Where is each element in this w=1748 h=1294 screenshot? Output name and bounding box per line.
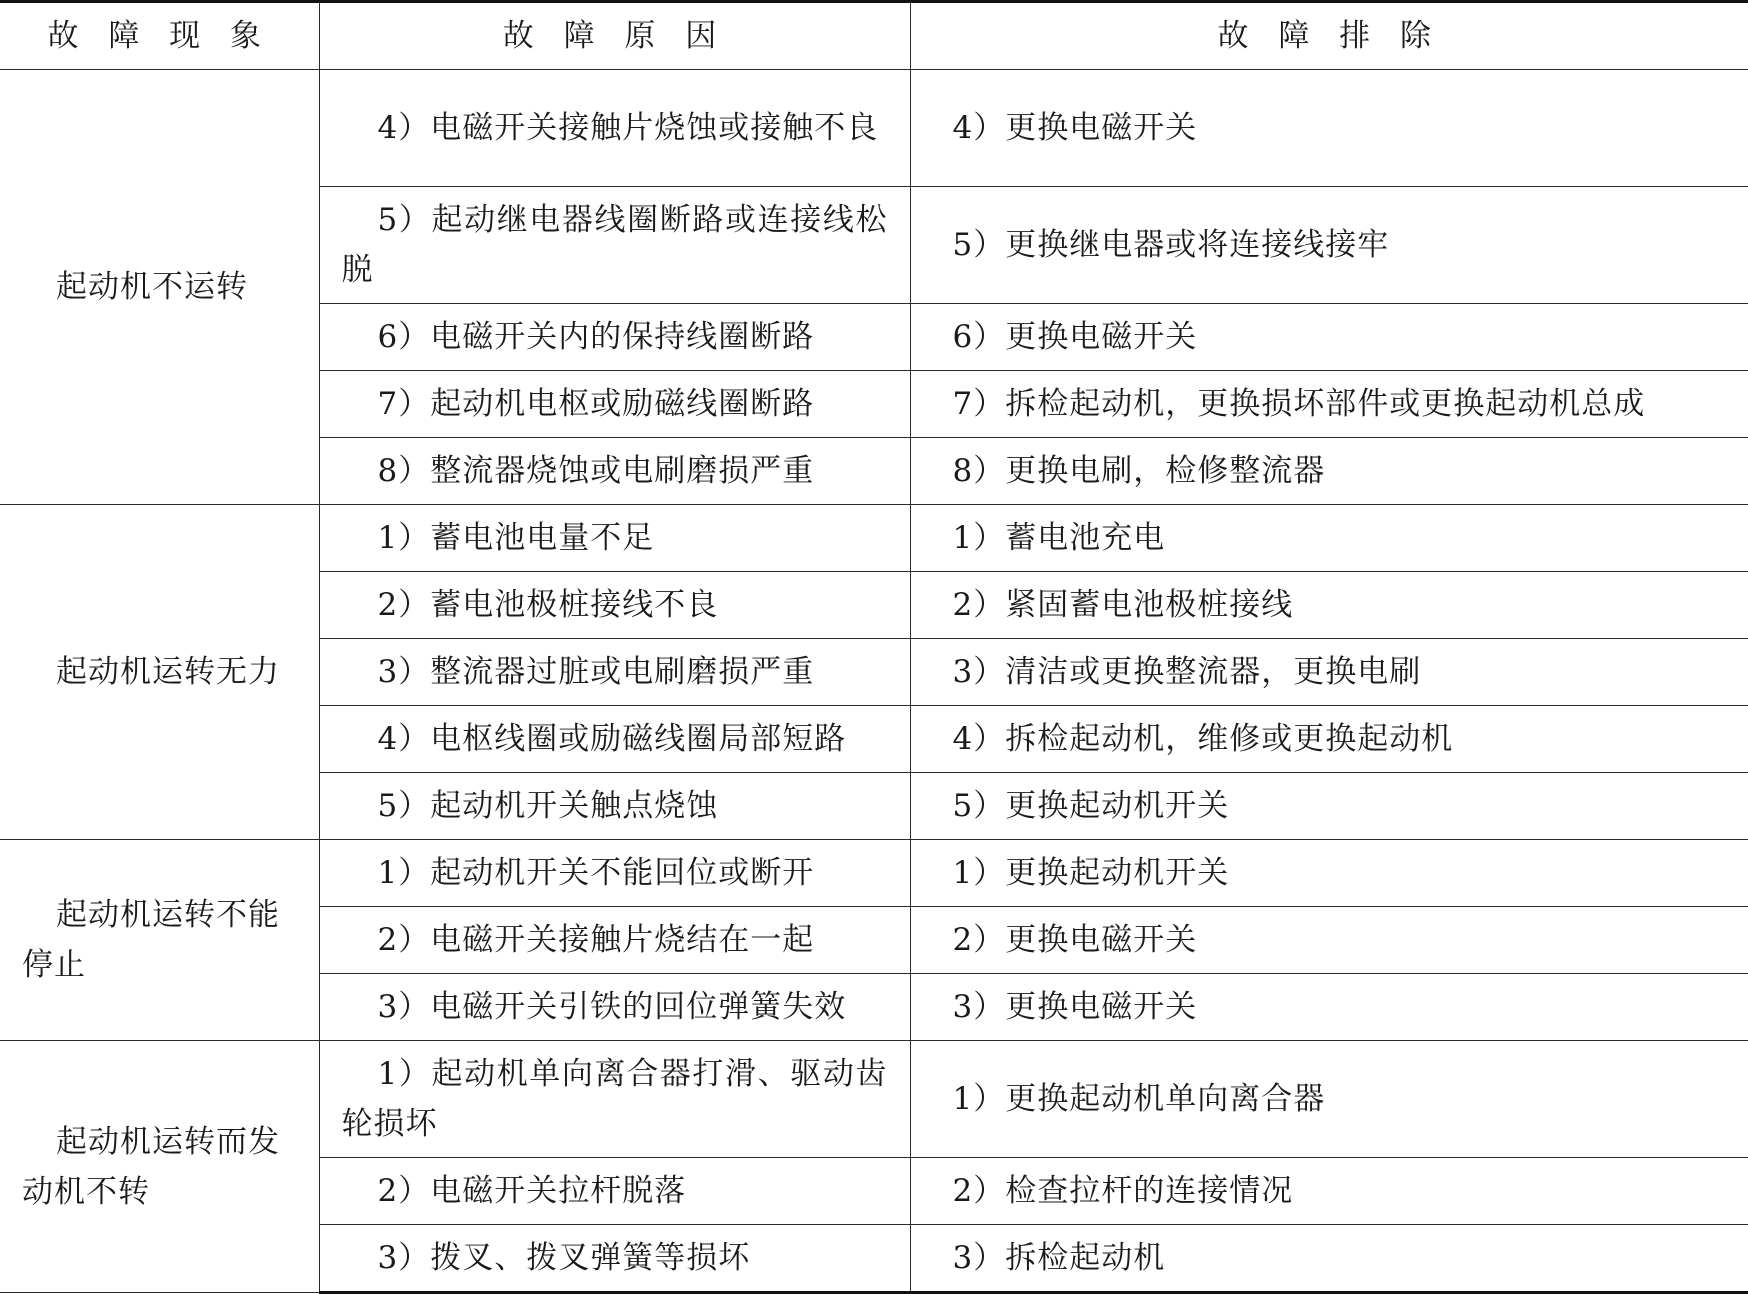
cause-cell: 5）起动机开关触点烧蚀 (319, 773, 910, 840)
cause-cell: 3）电磁开关引铁的回位弹簧失效 (319, 974, 910, 1041)
cause-cell: 2）电磁开关拉杆脱落 (319, 1158, 910, 1225)
fix-cell: 4）更换电磁开关 (910, 70, 1748, 187)
cause-cell: 8）整流器烧蚀或电刷磨损严重 (319, 438, 910, 505)
table-header (0, 2, 1748, 70)
header-fix: 故 障 排 除 (910, 2, 1748, 70)
cause-cell: 5）起动继电器线圈断路或连接线松脱 (319, 187, 910, 304)
cause-cell: 2）电磁开关接触片烧结在一起 (319, 907, 910, 974)
fix-cell: 1）蓄电池充电 (910, 505, 1748, 572)
table-row (0, 840, 1748, 907)
symptom-cell: 起动机运转而发动机不转 (0, 1041, 319, 1293)
fix-cell: 1）更换起动机开关 (910, 840, 1748, 907)
fix-cell: 2）检查拉杆的连接情况 (910, 1158, 1748, 1225)
cause-cell: 4）电磁开关接触片烧蚀或接触不良 (319, 70, 910, 187)
fix-cell: 8）更换电刷，检修整流器 (910, 438, 1748, 505)
fix-cell: 3）拆检起动机 (910, 1225, 1748, 1293)
symptom-cell: 起动机运转无力 (0, 505, 319, 840)
symptom-cell: 起动机运转不能停止 (0, 840, 319, 1041)
fix-cell: 7）拆检起动机，更换损坏部件或更换起动机总成 (910, 371, 1748, 438)
cause-cell: 3）拨叉、拨叉弹簧等损坏 (319, 1225, 910, 1293)
cause-cell: 7）起动机电枢或励磁线圈断路 (319, 371, 910, 438)
fix-cell: 5）更换继电器或将连接线接牢 (910, 187, 1748, 304)
cause-cell: 6）电磁开关内的保持线圈断路 (319, 304, 910, 371)
table-row (0, 1041, 1748, 1158)
fix-cell: 5）更换起动机开关 (910, 773, 1748, 840)
fix-cell: 4）拆检起动机，维修或更换起动机 (910, 706, 1748, 773)
header-cause: 故 障 原 因 (319, 2, 910, 70)
fix-cell: 2）紧固蓄电池极桩接线 (910, 572, 1748, 639)
cause-cell: 1）起动机开关不能回位或断开 (319, 840, 910, 907)
symptom-cell: 起动机不运转 (0, 70, 319, 505)
fix-cell: 1）更换起动机单向离合器 (910, 1041, 1748, 1158)
cause-cell: 1）蓄电池电量不足 (319, 505, 910, 572)
header-symptom: 故 障 现 象 (0, 2, 319, 70)
header-row (0, 2, 1748, 70)
fix-cell: 3）清洁或更换整流器，更换电刷 (910, 639, 1748, 706)
fix-cell: 2）更换电磁开关 (910, 907, 1748, 974)
table-row (0, 505, 1748, 572)
cause-cell: 4）电枢线圈或励磁线圈局部短路 (319, 706, 910, 773)
cause-cell: 1）起动机单向离合器打滑、驱动齿轮损坏 (319, 1041, 910, 1158)
table-row (0, 70, 1748, 187)
fix-cell: 3）更换电磁开关 (910, 974, 1748, 1041)
fix-cell: 6）更换电磁开关 (910, 304, 1748, 371)
cause-cell: 2）蓄电池极桩接线不良 (319, 572, 910, 639)
cause-cell: 3）整流器过脏或电刷磨损严重 (319, 639, 910, 706)
table-body (0, 70, 1748, 1293)
